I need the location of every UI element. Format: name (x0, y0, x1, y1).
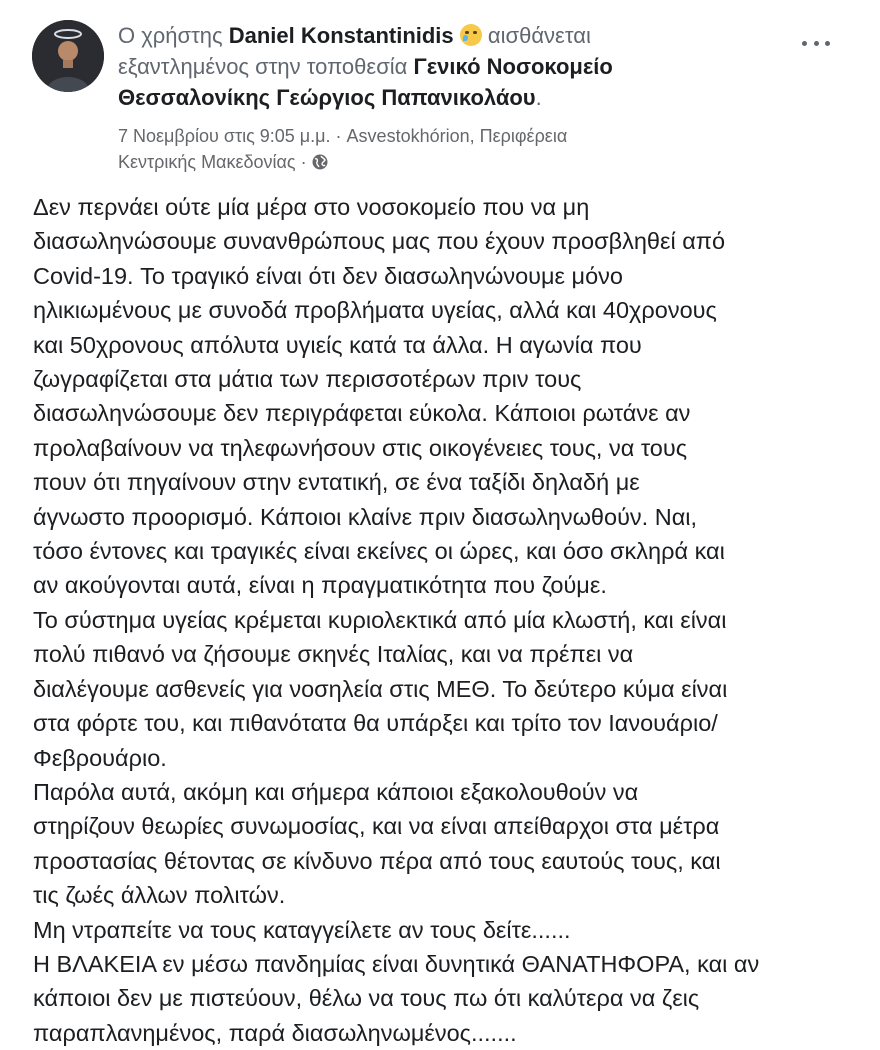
post-body-line: Covid-19. Το τραγικό είναι ότι δεν διασωληνώνουμε μόνο (33, 262, 623, 289)
post-body-line: τις ζωές άλλων πολιτών. (33, 882, 286, 909)
post-body-line: κάποιοι δεν με πιστεύουν, θέλω να τους πω ότι καλύτερα να ζεις (33, 985, 700, 1012)
post-body-line: προλαβαίνουν να τηλεφωνήσουν στις οικογένειες τους, να τους (33, 434, 688, 461)
post-body-line: τόσο έντονες και τραγικές είναι εκείνες οι ώρες, και όσο σκληρά και (33, 538, 725, 565)
post-body-line: διαλέγουμε ασθενείς για νοσηλεία στις ΜΕΘ. Το δεύτερο κύμα είναι (33, 675, 728, 702)
avatar[interactable] (32, 20, 104, 92)
place-text-2: Κεντρικής Μακεδονίας (118, 152, 296, 172)
place-text: Asvestokhórion, Περιφέρεια (346, 126, 568, 146)
more-options-button[interactable] (802, 38, 830, 48)
post-body-line: Δεν περνάει ούτε μία μέρα στο νοσοκομείο που να μη (33, 194, 590, 220)
post-body-line: Το σύστημα υγείας κρέμεται κυριολεκτικά από μία κλωστή, και είναι (33, 606, 727, 633)
post-body-line: στα φόρτε του, και πιθανότατα θα υπάρξει και τρίτο τον Ιανουάριο/ (33, 710, 718, 737)
dot (814, 41, 819, 46)
profile-photo (32, 20, 104, 92)
meta-separator: · (330, 126, 347, 146)
feeling-text: αισθάνεται (481, 23, 591, 48)
post-body-line: και 50χρονους απόλυτα υγιείς κατά τα άλλα. Η αγωνία που (33, 331, 642, 358)
post-body-line: διασωληνώσουμε συνανθρώπους μας που έχουν προσβληθεί από (33, 228, 726, 255)
more-dots-icon (802, 41, 807, 46)
post-header (118, 20, 808, 113)
post-body-line: πολύ πιθανό να ζήσουμε σκηνές Ιταλίας, και να πρέπει να (33, 641, 634, 668)
feeling-text-2: εξαντλημένος στην τοποθεσία (118, 54, 414, 79)
post-body-line: παραπλανημένος, παρά διασωληνωμένος....... (33, 1019, 517, 1046)
timestamp-link[interactable]: 7 Νοεμβρίου στις 9:05 μ.μ. (118, 126, 331, 146)
post-body-line: προστασίας θέτοντας σε κίνδυνο πέρα από τους εαυτούς τους, και (33, 847, 721, 874)
post-body-line: ηλικιωμένους με συνοδά προβλήματα υγείας, αλλά και 40χρονους (33, 297, 717, 324)
author-name[interactable]: Daniel Konstantinidis (228, 23, 454, 48)
dot (825, 41, 830, 46)
globe-icon[interactable] (312, 154, 328, 170)
crying-emoji-icon (460, 24, 482, 46)
post-body-line: άγνωστο προορισμό. Κάποιοι κλαίνε πριν διασωληνωθούν. Ναι, (33, 503, 698, 530)
post-body-line: πουν ότι πηγαίνουν στην εντατική, σε ένα ταξίδι δηλαδή με (33, 469, 640, 496)
location-link[interactable]: Γενικό Νοσοκομείο (413, 54, 613, 79)
post-body-line: στηρίζουν θεωρίες συνωμοσίας, και να είναι απείθαρχοι στα μέτρα (33, 813, 720, 840)
post-body-line: διασωληνώσουμε δεν περιγράφεται εύκολα. Κάποιοι ρωτάνε αν (33, 400, 691, 427)
header-end: . (535, 85, 542, 110)
post-body-line: Φεβρουάριο. (33, 744, 167, 771)
post-body (33, 190, 853, 1050)
meta-separator-2: · (295, 152, 312, 172)
post-body-line: Μη ντραπείτε να τους καταγγείλετε αν τους δείτε...... (33, 916, 571, 943)
location-link-2[interactable]: Θεσσαλονίκης Γεώργιος Παπανικολάου (118, 85, 536, 110)
post-body-line: αν ακούγονται αυτά, είναι η πραγματικότητα που ζούμε. (33, 572, 607, 599)
post-body-line: ζωγραφίζεται στα μάτια των περισσοτέρων πριν τους (33, 366, 582, 393)
header-prefix: Ο χρήστης (118, 23, 229, 48)
post-meta (118, 123, 738, 175)
post-body-line: Παρόλα αυτά, ακόμη και σήμερα κάποιοι εξακολουθούν να (33, 778, 639, 805)
post-body-line: Η ΒΛΑΚΕΙΑ εν μέσω πανδημίας είναι δυνητικά ΘΑΝΑΤΗΦΟΡΑ, και αν (33, 950, 760, 977)
